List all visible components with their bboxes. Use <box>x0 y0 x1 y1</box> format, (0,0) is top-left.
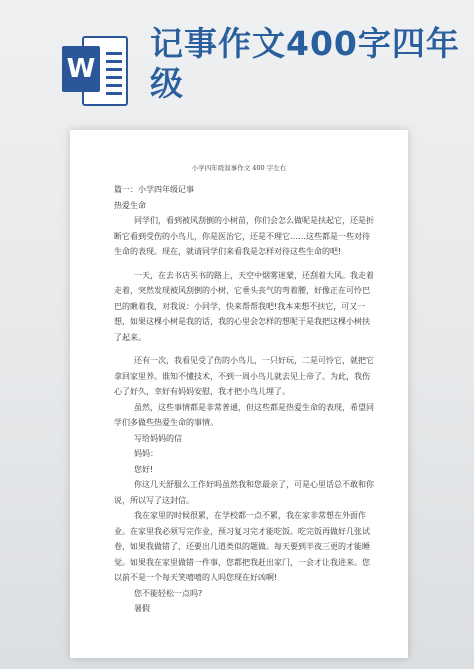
document-body <box>114 182 376 617</box>
letter-salutation: 妈妈： <box>134 449 158 458</box>
letter-title: 写给妈妈的信 <box>134 433 182 443</box>
page-title: 记事作文400字四年级 <box>150 24 460 103</box>
section-heading: 篇一：小学四年级记事 <box>114 185 194 194</box>
document-page <box>70 130 408 658</box>
banner <box>0 0 474 140</box>
document-header: 小学四年级叙事作文 400 字左右 <box>191 164 287 172</box>
paragraph: 还有一次，我看见受了伤的小鸟儿，一只好玩，二是可怜它，就把它拿回家里养。谁知不懂技术，不到一周小鸟儿就去见上帝了。为此，我伤心了好久，幸好有妈妈安慰，我才把小鸟儿埋了。 <box>114 356 374 396</box>
paragraph: 我在家里的时候很累，在学校都一点不累，我在家非常想在外面作业。在家里我必须写完作业，预习复习完才能吃饭。吃完饭再做好几张试卷，如果我做错了，还要出几道类似的题做。每天要到半夜三更的才能睡觉。如果我在家里做错一件事，您都把我赶出家门，一会才让我进来。您以前不是一个每天笑嘻嘻的人吗您现在好凶啊! <box>114 511 370 582</box>
paragraph: 同学们，看到被风刮倒的小树苗，你们会怎么做呢是扶起它，还是折断它看到受伤的小鸟儿，你是医治它，还是不理它……这些都是一些对待生命的表现。现在，就请同学们来看我是怎样对待这些生命的吧! <box>114 216 374 256</box>
word-document-icon <box>62 34 130 110</box>
paragraph: 虽然，这些事情都是非常普通，但这些都是热爱生命的表现，希望同学们多做些热爱生命的事情。 <box>114 402 374 427</box>
essay-title: 热爱生命 <box>114 200 146 210</box>
paragraph: 暑假 <box>134 604 150 613</box>
paragraph: 一天，在去书店买书的路上，天空中烟雾迷蒙，还刮着大风。我走着走着，突然发现被风刮倒的小树，它垂头丧气的弯着腰，好像正在可怜巴巴的瞅着我，对我说：小同学，快来帮帮我吧!我本来想不扶它，可又一想，如果这棵小树是我的话，我的心里会怎样的想呢于是我把这棵小树扶了起来。 <box>114 270 374 342</box>
paragraph: 您不能轻松一点吗? <box>134 588 203 598</box>
letter-greeting: 您好! <box>134 464 154 474</box>
paragraph: 你这几天舒服么工作好吗虽然我和您最亲了，可是心里话总不敢和你说，所以写了这封信。 <box>114 480 374 505</box>
word-logo-letter: W <box>62 46 100 92</box>
